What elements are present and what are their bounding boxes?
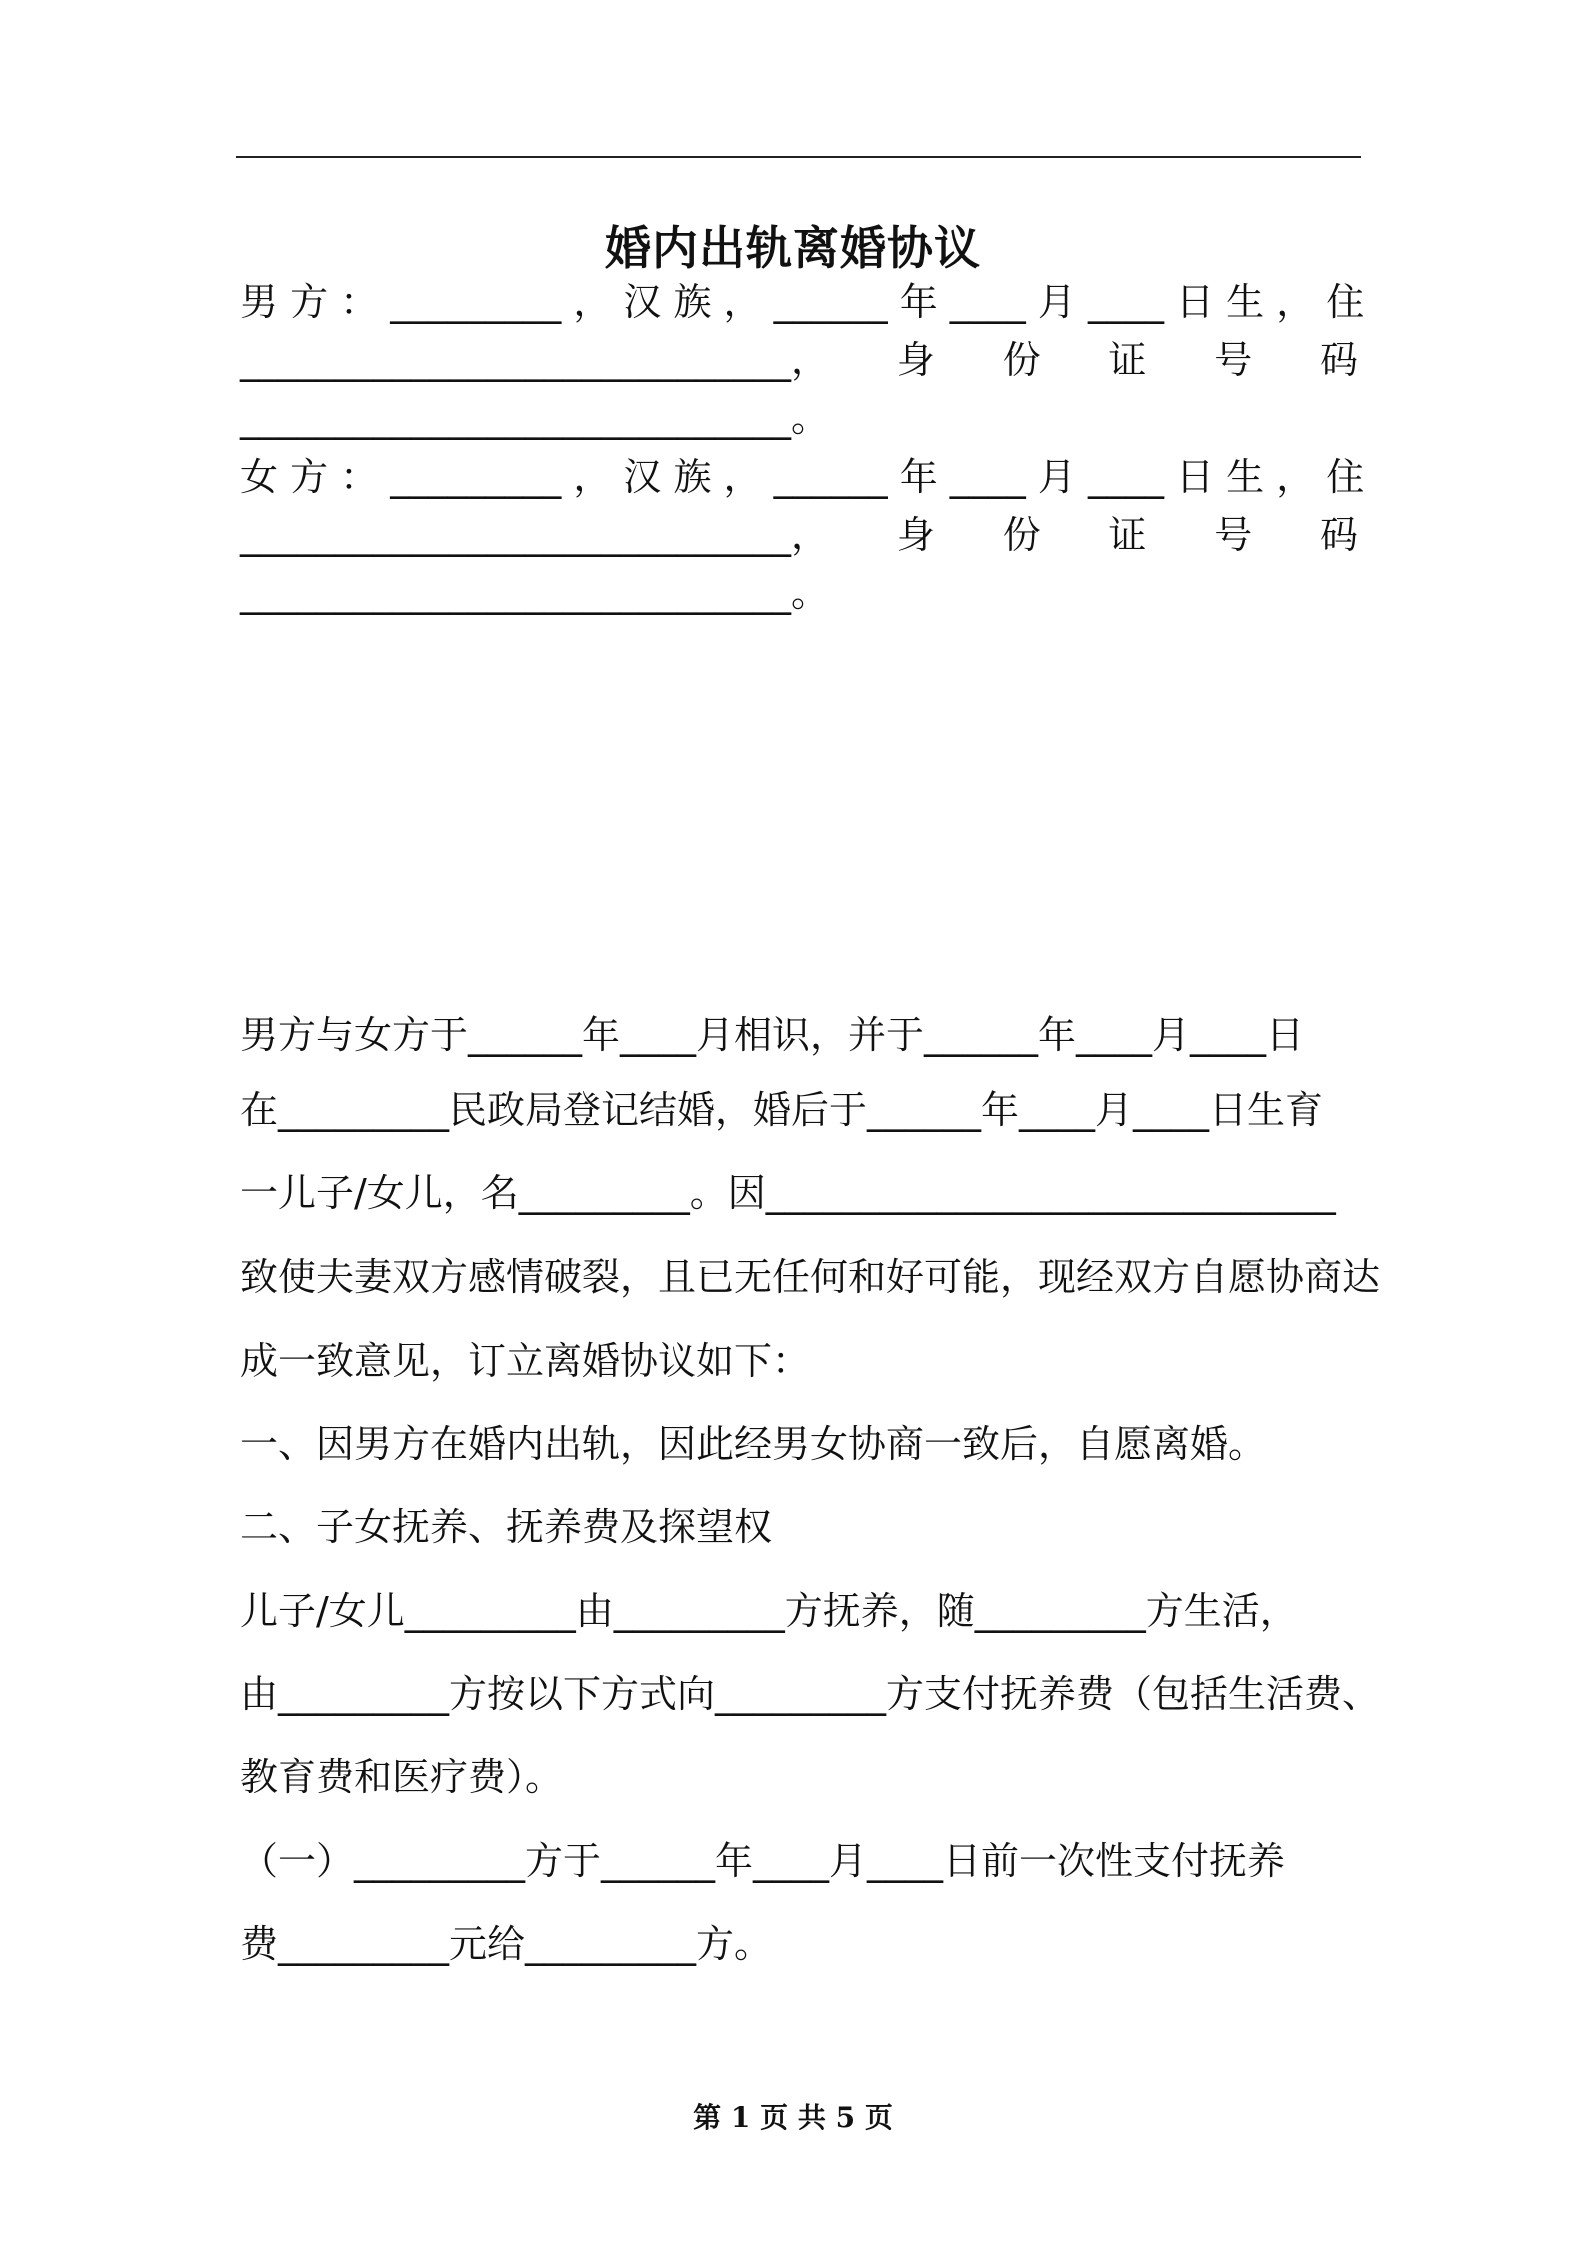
male-address-blank: _____________________________，	[240, 338, 830, 382]
female-address-blank: _____________________________，	[240, 513, 830, 557]
id-label-char: 份	[1002, 513, 1041, 557]
male-party-line-1: 男 方 ： _________ ， 汉 族 ， ______ 年 ____ 月 ____ 日 生 ， 住	[240, 280, 1365, 324]
id-label-char: 证	[1108, 513, 1147, 557]
id-label-char: 码	[1319, 338, 1358, 382]
female-party-line-1: 女 方 ： _________ ， 汉 族 ， ______ 年 ____ 月 ____ 日 生 ， 住	[240, 455, 1365, 499]
female-party-line-3: _____________________________。	[240, 571, 830, 615]
body-line: 男方与女方于______年____月相识，并于______年____月____日	[240, 1013, 1305, 1057]
id-label-char: 号	[1214, 513, 1253, 557]
clause-1: 一、因男方在婚内出轨，因此经男女协商一致后，自愿离婚。	[240, 1422, 1267, 1466]
body-line: 成一致意见，订立离婚协议如下：	[240, 1339, 811, 1383]
body-line: 一儿子/女儿，名_________。因______________________________	[240, 1171, 1336, 1215]
male-party-line-2	[240, 335, 1358, 385]
clause-2-heading: 二、子女抚养、抚养费及探望权	[240, 1505, 773, 1549]
body-line: 在_________民政局登记结婚，婚后于______年____月____日生育	[240, 1088, 1324, 1132]
body-line: 由_________方按以下方式向_________方支付抚养费（包括生活费、	[240, 1672, 1381, 1716]
sub-clause-1: （一）_________方于______年____月____日前一次性支付抚养	[240, 1839, 1286, 1883]
id-label-char: 证	[1108, 338, 1147, 382]
id-label-char: 身	[896, 513, 935, 557]
body-line: 致使夫妻双方感情破裂，且已无任何和好可能，现经双方自愿协商达	[240, 1255, 1381, 1299]
id-label-char: 身	[896, 338, 935, 382]
document-title: 婚内出轨离婚协议	[605, 221, 981, 275]
id-label-char: 码	[1319, 513, 1358, 557]
body-line: 费_________元给_________方。	[240, 1922, 773, 1966]
male-party-line-3: _____________________________。	[240, 396, 830, 440]
id-label-char: 份	[1002, 338, 1041, 382]
header-rule	[236, 156, 1361, 158]
page-footer: 第 1 页 共 5 页	[693, 2101, 893, 2134]
female-party-line-2	[240, 510, 1358, 560]
body-line: 儿子/女儿_________由_________方抚养，随_________方生活，	[240, 1589, 1298, 1633]
id-label-char: 号	[1214, 338, 1253, 382]
body-line: 教育费和医疗费）。	[240, 1755, 564, 1799]
